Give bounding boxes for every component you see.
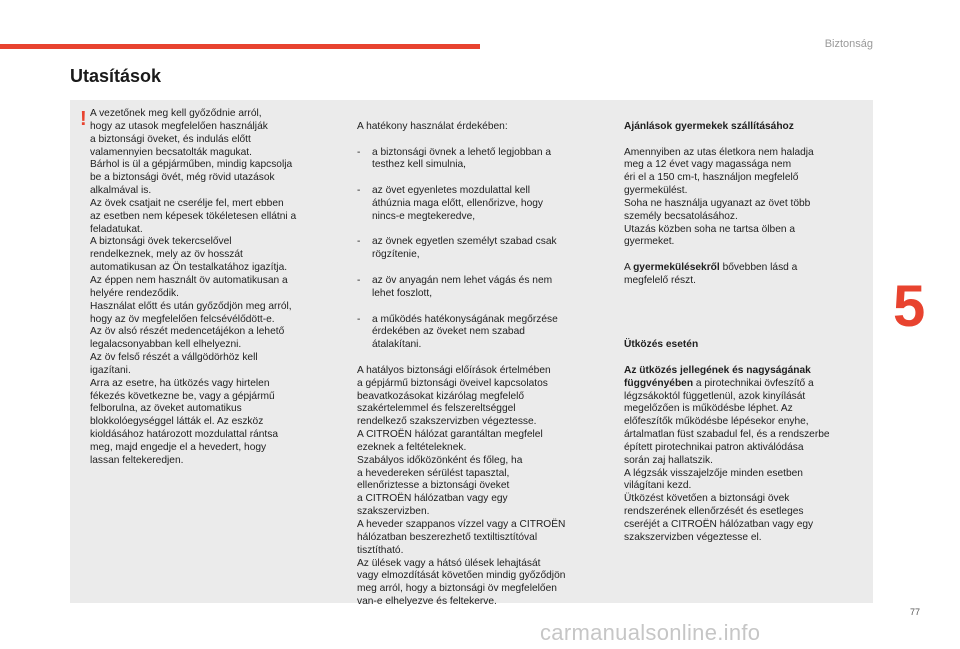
page-title: Utasítások — [70, 66, 162, 86]
collision-text: Az ütközés jellegének és nagyságának függvényében a pirotechnikai övfeszítő a légzsákoktól függetlenül, azok kinyílását megelőzően is működésbe léphet. Az előfeszítők működésbe lépésekor enyhe, ártalmatlan füst szabadul fel, és a rendszerbe épített pirotechnikai patron aktiválódása során zaj hallatszik. A légzsák visszajelzője minden esetben világítani kezd. Ütközést követően a biztonsági övek rendszerének ellenőrzését és esetleges cseréjét a CITROËN hálózatban vagy egy szakszervizben végeztesse el. — [624, 364, 830, 543]
exclamation-mark-icon: ! — [80, 108, 87, 130]
usage-item: - az öv anyagán nem lehet vágás és nem lehet foszlott, — [357, 274, 553, 299]
spacer — [624, 301, 870, 327]
content-panel — [70, 100, 873, 608]
column-warning: A vezetőnek meg kell győződnie arról, hogy az utasok megfelelően használják a biztonsági öveket, és indulás előtt valamennyien becsatolták magukat. Bárhol is ül a gépjárműben, mindig kapcsolja be a biztonsági övét, még rövid utazások alkalmával is. Az övek csatjait ne cserélje fel, mert ebben az esetben nem képesek tökéletesen ellátni a feladatukat. A biztonsági övek tekercselővel rendelkeznek, mely az öv hosszát automatikusan az Ön testalkatához igazítja. Az éppen nem használt öv automatikusan a helyére rendeződik. Használat előtt és után győződjön meg arról, hogy az öv megfelelően felcsévélődött-e. Az öv alsó részét medencetájékon a lehető legalacsonyabban kell elhelyezni. Az öv felső részét a vállgödörhöz kell igazítani. Arra az esetre, ha ütközés vagy hirtelen fékezés következne be, vagy a gépjármű felborulna, az öveket automatikus blokkolóegységgel látták el. Az eszköz kioldásához határozott mozdulattal rántsa meg, majd engedje el a hevedert, hogy lassan feltekeredjen. — [90, 108, 297, 466]
header-accent-bar — [0, 44, 480, 49]
usage-item: - a biztonsági övnek a lehető legjobban a testhez kell simulnia, — [357, 146, 551, 171]
page-number: 77 — [909, 607, 920, 617]
children-heading: Ajánlások gyermekek szállításához — [624, 120, 794, 132]
usage-item: - a működés hatékonyságának megőrzése érdekében az öveket nem szabad átalakítani. — [357, 313, 558, 351]
watermark: carmanualsonline.info — [540, 620, 761, 645]
column-usage — [357, 108, 607, 622]
usage-item: - az övet egyenletes mozdulattal kell áthúznia maga előtt, ellenőrizve, hogy nincs-e megtekeredve, — [357, 185, 544, 222]
chapter-number: 5 — [893, 274, 926, 339]
children-reference: A gyermekülésekről bővebben lásd a megfelelő részt. — [624, 262, 798, 286]
column-children-collision — [624, 108, 870, 558]
section-label: Biztonság — [824, 38, 873, 50]
usage-intro: A hatékony használat érdekében: — [357, 120, 508, 132]
children-text: Amennyiben az utas életkora nem haladja meg a 12 évet vagy magassága nem éri el a 150 cm-t, használjon megfelelő gyermekülést. Soha ne használja ugyanazt az övet több személy becsatolásához. Utazás közben soha ne tartsa ölben a gyermeket. — [624, 146, 814, 248]
collision-heading: Ütközés esetén — [624, 339, 699, 351]
usage-item: - az övnek egyetlen személyt szabad csak rögzítenie, — [357, 236, 557, 261]
usage-body: A hatályos biztonsági előírások értelmében a gépjármű biztonsági öveivel kapcsolatos beavatkozásokat kizárólag megfelelő szakértelemmel és felszereltséggel rendelkező szakszervizben végeztesse. A CITROËN hálózat garantáltan megfelel ezeknek a feltételeknek. Szabályos időközönként és főleg, ha a hevedereken sérülést tapasztal, ellenőriztesse a biztonsági öveket a CITROËN hálózatban vagy egy szakszervizben. A heveder szappanos vízzel vagy a CITROËN hálózatban beszerezhető textiltisztítóval tisztítható. Az ülések vagy a hátsó ülések lehajtását vagy elmozdítását követően mindig győződjön meg arról, hogy a biztonsági öv megfelelően van-e elhelyezve és feltekerve. — [357, 364, 566, 608]
